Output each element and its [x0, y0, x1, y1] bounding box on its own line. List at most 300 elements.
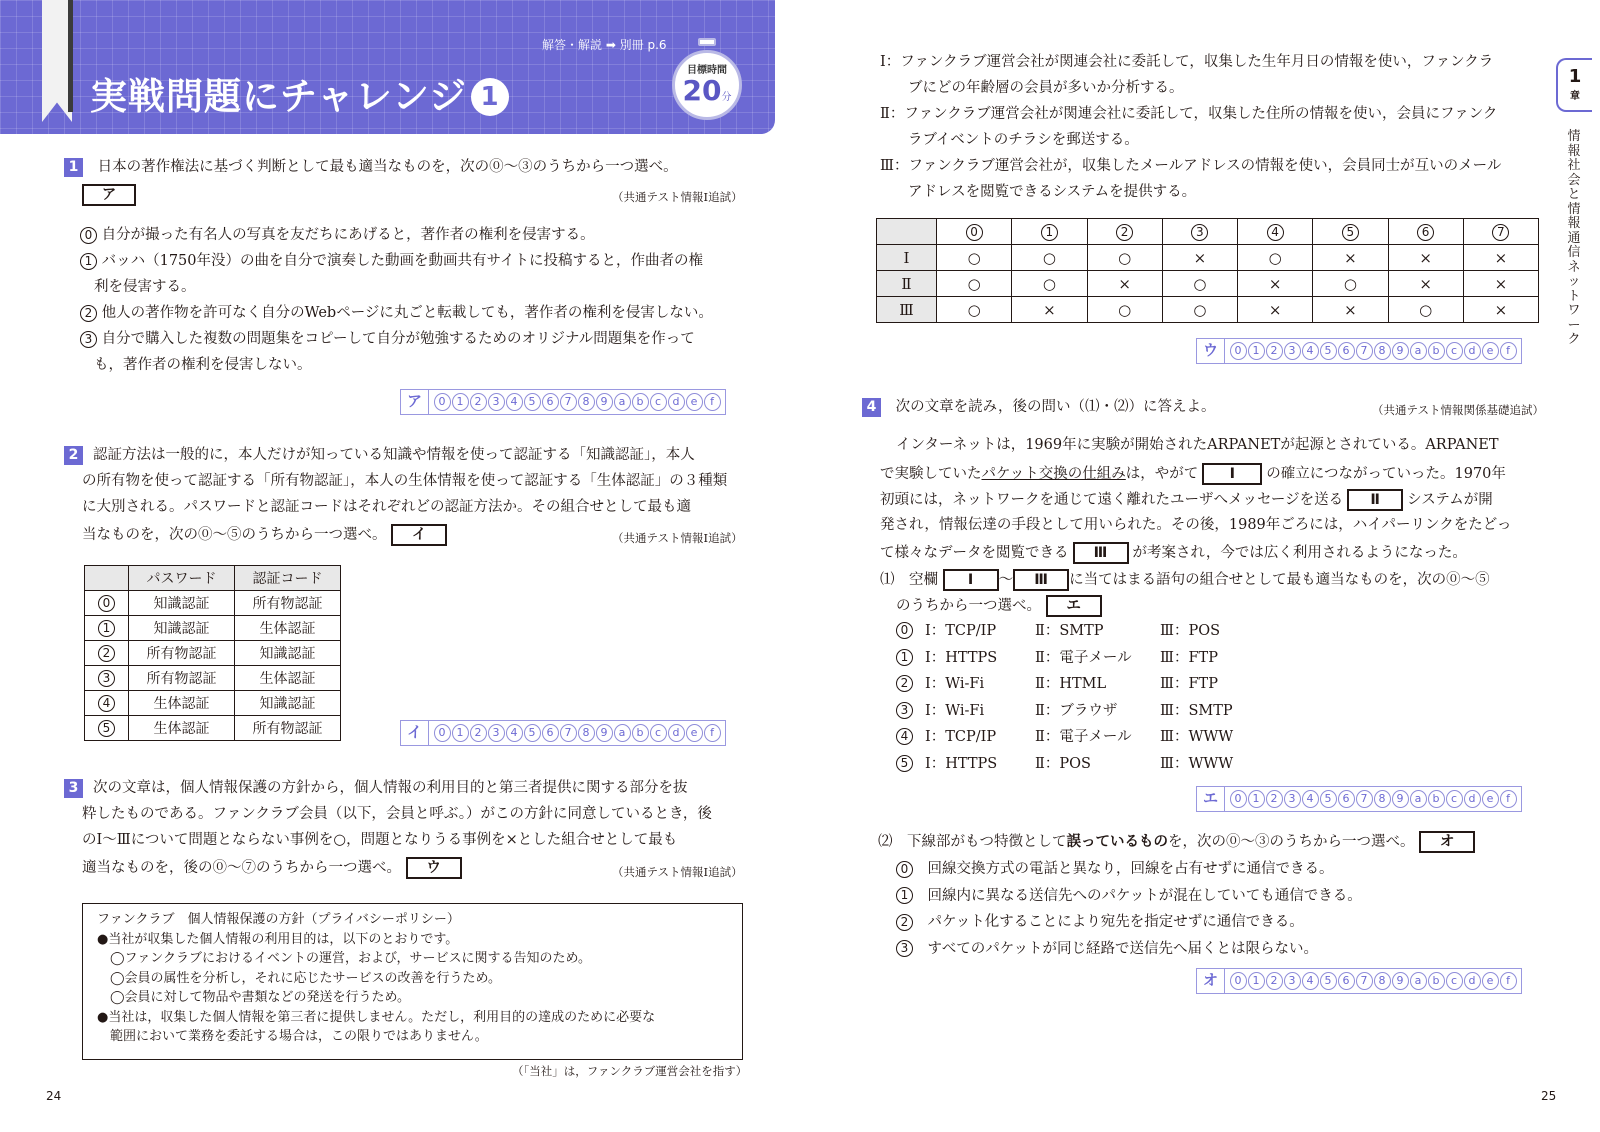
passage-line — [880, 489, 1550, 516]
answer-bubble[interactable]: 6 — [1338, 790, 1355, 808]
table-header-cell — [1162, 219, 1237, 245]
chapter-number: 1 — [1568, 66, 1582, 87]
table-cell: 知識認証 — [129, 591, 235, 616]
answer-bar-e[interactable] — [1196, 786, 1522, 812]
row-label: Ⅱ — [877, 271, 937, 297]
answer-bubble[interactable]: 7 — [560, 724, 577, 742]
answer-bubble[interactable]: 3 — [1284, 342, 1301, 360]
case-label: Ⅲ： — [880, 158, 909, 174]
table-header-cell: 認証コード — [235, 566, 341, 591]
q1-choice — [80, 252, 750, 278]
sub-question-1-cont — [880, 595, 1550, 623]
answer-bubble[interactable]: b — [1428, 342, 1445, 360]
table-cell: 知識認証 — [235, 641, 341, 666]
answer-bubble[interactable]: 2 — [1266, 342, 1283, 360]
answer-bubble[interactable]: e — [1482, 790, 1499, 808]
answer-bubble[interactable]: 1 — [1248, 790, 1265, 808]
choice-number: 0 — [98, 595, 115, 612]
passage-text: が考案され，今では広く利用されるようになった。 — [1132, 545, 1467, 561]
choice-number: 3 — [80, 331, 97, 348]
table-cell: × — [1238, 271, 1313, 297]
answer-bubble[interactable]: 2 — [470, 393, 487, 411]
emphasis-text: 誤っているもの — [1066, 833, 1168, 850]
q4-s2-choices — [896, 860, 1496, 966]
choice-text: 自分で購入した複数の問題集をコピーして自分が勉強するためのオリジナル問題集を作って — [101, 331, 695, 347]
table-cell: ○ — [1012, 271, 1087, 297]
policy-line: ファンクラブ 個人情報保護の方針（プライバシーポリシー） — [97, 912, 460, 927]
table-cell: 知識認証 — [129, 616, 235, 641]
chapter-title-char: と — [1567, 187, 1581, 202]
sub-number: ⑴ — [880, 571, 895, 588]
answer-label: エ — [1197, 787, 1225, 811]
q3-blank: ウ — [406, 857, 462, 879]
answer-bubble[interactable]: a — [1410, 790, 1427, 808]
table-row — [85, 666, 341, 691]
choice-number: 0 — [966, 224, 983, 241]
page-title — [90, 66, 509, 120]
answer-bubble[interactable]: a — [614, 393, 631, 411]
answer-bubble[interactable]: 5 — [524, 724, 541, 742]
policy-line: ●当社が収集した個人情報の利用目的は，以下のとおりです。 — [97, 931, 459, 947]
choice-i: Ⅰ：TCP/IP — [925, 623, 997, 639]
answer-bubble[interactable]: 3 — [488, 724, 505, 742]
answer-bubble[interactable]: 5 — [1320, 972, 1337, 990]
table-header-cell — [1087, 219, 1162, 245]
table-cell: 所有物認証 — [129, 666, 235, 691]
table-cell: × — [1162, 245, 1237, 271]
chapter-title-char: 情 — [1567, 129, 1581, 144]
case-text: ファンクラブ運営会社が，収集したメールアドレスの情報を使い，会員同士が互いのメール — [908, 158, 1502, 174]
table-header-cell — [1388, 219, 1463, 245]
privacy-policy-box — [82, 903, 743, 1060]
answer-bubble[interactable]: b — [632, 393, 649, 411]
answer-bubbles — [1229, 790, 1517, 808]
timer-value: 20 — [682, 74, 722, 107]
q2-number: 2 — [64, 446, 83, 465]
choice-number: 2 — [1116, 224, 1133, 241]
table-cell: × — [1238, 297, 1313, 323]
answer-bubble[interactable]: 2 — [1266, 972, 1283, 990]
table-header-cell — [1238, 219, 1313, 245]
q1-number: 1 — [64, 158, 83, 177]
answer-bubble[interactable]: f — [704, 393, 721, 411]
answer-label: イ — [401, 721, 429, 745]
choice-number: 6 — [1417, 224, 1434, 241]
choice-ii: Ⅱ：POS — [1035, 755, 1091, 772]
policy-line: ◯会員に対して物品や書類などの発送を行うため。 — [97, 990, 411, 1005]
choice-number: 2 — [896, 675, 913, 692]
passage-line: 発され，情報伝達の手段として用いられた。その後，1989年ごろには，ハイパーリンクをたどっ — [880, 516, 1512, 533]
table-cell: 所有物認証 — [129, 641, 235, 666]
s2-choice — [896, 913, 1496, 940]
table-cell: ○ — [1162, 271, 1237, 297]
choice-text: 回線内に異なる送信先へのパケットが混在していても通信できる。 — [927, 887, 1362, 904]
answer-bubble[interactable]: 9 — [1392, 790, 1409, 808]
chapter-title-vertical — [1562, 130, 1586, 348]
answer-bubble[interactable]: 1 — [1248, 342, 1265, 360]
table-cell: ○ — [1087, 297, 1162, 323]
sub-text: に当てはまる語句の組合せとして最も適当なものを，次の⓪〜⑤ — [1069, 571, 1490, 588]
choice-number: 1 — [80, 253, 97, 270]
answer-label: ア — [401, 390, 429, 414]
table-row — [85, 616, 341, 641]
q2-line: の所有物を使って認証する「所有物認証」，本人の生体情報を使って認証する「生体認証」の３種類 — [82, 473, 728, 489]
passage-line — [880, 463, 1550, 490]
s1-choice — [896, 755, 1316, 782]
answer-bubble[interactable]: e — [1482, 342, 1499, 360]
q4-passage — [880, 436, 1550, 623]
chapter-title-char: ッ — [1567, 274, 1581, 289]
q4-number: 4 — [862, 398, 881, 417]
q3-source: （共通テスト情報Ⅰ追試） — [612, 865, 743, 879]
table-cell: ○ — [937, 271, 1012, 297]
answer-bar-u[interactable] — [1196, 338, 1522, 364]
page-title-text: 実戦問題にチャレンジ — [90, 75, 468, 118]
table-header-cell: パスワード — [129, 566, 235, 591]
answer-bubble[interactable]: a — [1410, 972, 1427, 990]
answer-bubble[interactable]: 4 — [1302, 972, 1319, 990]
s1-choice — [896, 622, 1316, 649]
answer-bubble[interactable]: 4 — [1302, 342, 1319, 360]
passage-text: は，やがて — [1125, 465, 1199, 482]
case-text-cont: ラブイベントのチラシを郵送する。 — [908, 132, 1139, 148]
answer-bubble[interactable]: 6 — [1338, 342, 1355, 360]
answer-bubble[interactable]: 7 — [1356, 972, 1373, 990]
blank-e: エ — [1046, 595, 1102, 617]
q2-table — [84, 565, 341, 741]
sub-text: 〜 — [998, 571, 1014, 588]
answer-bubble[interactable]: 6 — [542, 393, 559, 411]
table-cell: 生体認証 — [129, 716, 235, 741]
answer-bubble[interactable]: b — [1428, 972, 1445, 990]
blank-1: Ⅰ — [1202, 463, 1262, 485]
page-number-right: 25 — [1541, 1089, 1557, 1103]
table-cell: ○ — [1087, 245, 1162, 271]
choice-text: バッハ（1750年没）の曲を自分で演奏した動画を動画共有サイトに投稿すると，作曲者の権 — [101, 253, 703, 269]
answer-bubble[interactable]: 2 — [470, 724, 487, 742]
policy-line: ●当社は，収集した個人情報を第三者に提供しません。ただし，利用目的の達成のために必要な — [97, 1009, 656, 1025]
q1-choice — [80, 304, 750, 330]
answer-bubble[interactable]: 2 — [1266, 790, 1283, 808]
answer-bubble[interactable]: 9 — [1392, 342, 1409, 360]
policy-line: ◯会員の属性を分析し，それに応じたサービスの改善を行うため。 — [97, 970, 502, 986]
table-cell: 所有物認証 — [235, 591, 341, 616]
target-time-badge — [672, 50, 742, 120]
answer-bubble[interactable]: 0 — [1230, 790, 1247, 808]
chapter-title-char: ワ — [1567, 303, 1581, 318]
choice-iii: Ⅲ：WWW — [1160, 729, 1234, 745]
q4-text: 次の文章を読み，後の問い（⑴・⑵）に答えよ。 — [895, 399, 1216, 415]
blank-ref: Ⅲ — [1013, 569, 1069, 591]
answer-bubble[interactable]: 0 — [1230, 342, 1247, 360]
choice-text: 自分が撮った有名人の写真を友だちにあげると，著作者の権利を侵害する。 — [101, 227, 595, 243]
answer-bubble[interactable]: 8 — [578, 393, 595, 411]
answer-bubble[interactable]: d — [1464, 342, 1481, 360]
answer-bubble[interactable]: c — [1446, 972, 1463, 990]
table-row — [85, 716, 341, 741]
sub-number: ⑵ — [878, 834, 893, 850]
underlined-text: パケット交換の仕組み — [981, 465, 1126, 482]
passage-text: で実験していた — [880, 465, 982, 482]
answer-bubble[interactable]: 0 — [434, 393, 451, 411]
choice-ii: Ⅱ：電子メール — [1035, 729, 1132, 745]
answer-bubble[interactable]: 5 — [524, 393, 541, 411]
case-text: ファンクラブ運営会社が関連会社に委託して，収集した生年月日の情報を使い，ファンクラ — [900, 54, 1494, 70]
case-text-cont: ブにどの年齢層の会員が多いか分析する。 — [908, 80, 1184, 96]
q1-choice — [80, 226, 750, 252]
table-cell: 生体認証 — [235, 616, 341, 641]
choice-number: 4 — [1267, 224, 1284, 241]
answer-bubble[interactable]: d — [1464, 790, 1481, 808]
answer-bubble[interactable]: 3 — [488, 393, 505, 411]
table-header-cell — [85, 566, 129, 591]
answer-bubble[interactable]: 4 — [506, 724, 523, 742]
blank-o: オ — [1419, 831, 1475, 853]
q1-blank: ア — [82, 184, 136, 206]
answer-bubble[interactable]: 0 — [1230, 972, 1247, 990]
choice-text: 他人の著作物を許可なく自分のWebページに丸ごと転載しても，著作者の権利を侵害しない。 — [101, 305, 713, 321]
choice-number: 2 — [80, 305, 97, 322]
answer-bubble[interactable]: 3 — [1284, 790, 1301, 808]
passage-text: の確立につながっていった。1970年 — [1266, 465, 1506, 482]
table-cell: ○ — [1238, 245, 1313, 271]
passage-line: インターネットは，1969年に実験が開始されたARPANETが起源とされている。ARPANET — [896, 437, 1499, 453]
answer-bubble[interactable]: d — [668, 393, 685, 411]
q4-heading — [862, 398, 1215, 417]
answer-bubble[interactable]: 8 — [1374, 790, 1391, 808]
table-cell: 生体認証 — [235, 666, 341, 691]
passage-text: 初頭には，ネットワークを通じて遠く離れたユーザへメッセージを送る — [880, 492, 1344, 508]
table-header — [877, 219, 1539, 245]
blank-2: Ⅱ — [1347, 489, 1403, 511]
q4-s1-choices — [896, 622, 1316, 781]
answer-bubble[interactable]: 6 — [542, 724, 559, 742]
table-cell: 知識認証 — [235, 691, 341, 716]
blank-ref: Ⅰ — [943, 569, 999, 591]
chapter-title-char: 信 — [1567, 245, 1581, 260]
answer-bubble[interactable]: 6 — [1338, 972, 1355, 990]
answer-bubble[interactable]: 7 — [1356, 790, 1373, 808]
choice-iii: Ⅲ：SMTP — [1160, 702, 1233, 719]
answer-bubble[interactable]: e — [686, 724, 703, 742]
page-number-left: 24 — [46, 1089, 62, 1103]
choice-text: すべてのパケットが同じ経路で送信先へ届くとは限らない。 — [927, 940, 1318, 957]
table-cell: ○ — [1313, 271, 1388, 297]
choice-number: 1 — [896, 887, 913, 904]
answer-bubble[interactable]: 0 — [434, 724, 451, 742]
table-cell: ○ — [1388, 297, 1463, 323]
chapter-title-char: 報 — [1567, 216, 1581, 231]
chapter-title-char: ー — [1567, 317, 1581, 333]
answer-bar-o[interactable] — [1196, 968, 1522, 994]
q1-choices — [80, 226, 750, 382]
s1-choice — [896, 728, 1316, 755]
answer-bubble[interactable]: a — [1410, 342, 1427, 360]
table-cell: × — [1388, 245, 1463, 271]
table-row — [85, 691, 341, 716]
answer-bubble[interactable]: 5 — [1320, 790, 1337, 808]
choice-number: 4 — [896, 728, 913, 745]
chapter-title-char: 通 — [1567, 230, 1581, 246]
chapter-title-char: 会 — [1567, 172, 1581, 188]
table-cell: × — [1463, 245, 1538, 271]
answer-label: オ — [1197, 969, 1225, 993]
answer-bubble[interactable]: 1 — [452, 393, 469, 411]
choice-number: 3 — [896, 702, 913, 719]
answer-bar-i[interactable] — [400, 720, 726, 746]
choice-number: 0 — [80, 227, 97, 244]
q1-choice-cont: も，著作者の権利を侵害しない。 — [94, 357, 312, 373]
answer-bubble[interactable]: 4 — [1302, 790, 1319, 808]
answer-bubble[interactable]: f — [1500, 342, 1517, 360]
answer-bubble[interactable]: 8 — [1374, 342, 1391, 360]
table-cell: ○ — [1162, 297, 1237, 323]
answer-bubble[interactable]: e — [1482, 972, 1499, 990]
table-header — [85, 566, 341, 591]
q3-line: 粋したものである。ファンクラブ会員（以下，会員と呼ぶ。）がこの方針に同意しているとき，後 — [82, 806, 712, 822]
timer-label: 目標時間 — [687, 65, 727, 76]
answer-bubble[interactable]: 9 — [596, 393, 613, 411]
q1-heading — [64, 158, 678, 177]
s2-choice — [896, 940, 1496, 967]
answer-bubbles — [433, 724, 721, 742]
answer-bubble[interactable]: d — [1464, 972, 1481, 990]
table-row — [85, 591, 341, 616]
answer-bubbles — [433, 393, 721, 411]
table-header-cell — [1012, 219, 1087, 245]
q2-source: （共通テスト情報Ⅰ追試） — [612, 531, 743, 545]
answer-bubble[interactable]: 4 — [506, 393, 523, 411]
choice-number: 5 — [896, 755, 913, 772]
table-cell: × — [1463, 271, 1538, 297]
choice-number: 0 — [896, 861, 913, 878]
q2-blank: イ — [391, 524, 447, 546]
q1-text: 日本の著作権法に基づく判断として最も適当なものを，次の⓪〜③のうちから一つ選べ。 — [97, 159, 678, 175]
choice-iii: Ⅲ：WWW — [1160, 755, 1234, 772]
q1-source: （共通テスト情報Ⅰ追試） — [612, 190, 743, 204]
choice-ii: Ⅱ：電子メール — [1035, 649, 1132, 666]
choice-ii: Ⅱ：ブラウザ — [1035, 702, 1118, 719]
q4-source: （共通テスト情報関係基礎追試） — [1372, 403, 1545, 417]
choice-number: 0 — [896, 622, 913, 639]
case-text: ファンクラブ運営会社が関連会社に委託して，収集した住所の情報を使い，会員にファンク — [904, 106, 1498, 122]
answer-bubble[interactable]: b — [1428, 790, 1445, 808]
answer-bubble[interactable]: f — [1500, 790, 1517, 808]
timer-unit: 分 — [721, 92, 732, 103]
q3-number: 3 — [64, 779, 83, 798]
q3-table — [876, 218, 1539, 323]
table-header-cell — [1463, 219, 1538, 245]
answer-bubble[interactable]: e — [686, 393, 703, 411]
answer-bubble[interactable]: 7 — [1356, 342, 1373, 360]
case-label: Ⅱ： — [880, 106, 905, 122]
answer-bubble[interactable]: 9 — [596, 724, 613, 742]
q3-line: 次の文章は，個人情報保護の方針から，個人情報の利用目的と第三者提供に関する部分を抜 — [93, 780, 688, 796]
answer-bubbles — [1229, 972, 1517, 990]
answer-bubble[interactable]: a — [614, 724, 631, 742]
s2-choice — [896, 887, 1496, 914]
choice-number: 3 — [1191, 224, 1208, 241]
case-label: Ⅰ： — [880, 54, 901, 70]
chapter-unit: 章 — [1570, 91, 1580, 102]
passage-text: システムが開 — [1407, 492, 1493, 508]
table-corner — [877, 219, 937, 245]
answer-bubble[interactable]: c — [1446, 342, 1463, 360]
answer-bubble[interactable]: c — [650, 724, 667, 742]
sub-question-1 — [880, 569, 1550, 596]
passage-text: て様々なデータを閲覧できる — [880, 545, 1069, 561]
answer-bubble[interactable]: b — [632, 724, 649, 742]
answer-bubble[interactable]: 9 — [1392, 972, 1409, 990]
q3-cases — [880, 53, 1540, 209]
answer-bubble[interactable]: 8 — [1374, 972, 1391, 990]
answer-label: ウ — [1197, 339, 1225, 363]
answer-bubble[interactable]: 3 — [1284, 972, 1301, 990]
choice-number: 5 — [1342, 224, 1359, 241]
passage-line — [880, 542, 1550, 569]
q3-line: のⅠ〜Ⅲについて問題とならない事例を○，問題となりうる事例を×とした組合せとして最も — [82, 832, 678, 848]
blank-3: Ⅲ — [1073, 542, 1129, 564]
answer-bubble[interactable]: 1 — [1248, 972, 1265, 990]
choice-number: 2 — [98, 645, 115, 662]
chapter-title-char: 社 — [1567, 158, 1581, 173]
table-row — [877, 271, 1539, 297]
answer-bubble[interactable]: 8 — [578, 724, 595, 742]
answer-bubble[interactable]: d — [668, 724, 685, 742]
chapter-title-char: ク — [1567, 332, 1581, 347]
choice-number: 3 — [896, 940, 913, 957]
table-row — [877, 297, 1539, 323]
table-cell: × — [1388, 271, 1463, 297]
chapter-title-char: 情 — [1567, 201, 1581, 217]
choice-i: Ⅰ：Wi-Fi — [925, 702, 985, 719]
answer-bubble[interactable]: c — [650, 393, 667, 411]
answer-bubble[interactable]: f — [1500, 972, 1517, 990]
answer-bar-a[interactable] — [400, 389, 726, 415]
table-row — [877, 245, 1539, 271]
policy-line: ◯ファンクラブにおけるイベントの運営，および，サービスに関する告知のため。 — [97, 951, 591, 966]
choice-number: 4 — [98, 695, 115, 712]
answer-bubble[interactable]: f — [704, 724, 721, 742]
answer-bubble[interactable]: 5 — [1320, 342, 1337, 360]
answer-bubble[interactable]: 1 — [452, 724, 469, 742]
stopwatch-icon — [698, 38, 716, 46]
table-cell: × — [1463, 297, 1538, 323]
choice-ii: Ⅱ：HTML — [1035, 676, 1107, 692]
sub-question-2 — [878, 831, 1475, 857]
chapter-title-char: ネ — [1567, 259, 1581, 275]
s2-choice — [896, 860, 1496, 887]
table-cell: × — [1313, 297, 1388, 323]
choice-iii: Ⅲ：FTP — [1160, 676, 1218, 692]
sub-text: 下線部がもつ特徴として — [907, 834, 1067, 850]
table-row — [85, 641, 341, 666]
answer-bubble[interactable]: c — [1446, 790, 1463, 808]
choice-number: 1 — [98, 620, 115, 637]
table-cell: ○ — [937, 245, 1012, 271]
ribbon-edge — [68, 0, 73, 112]
table-header-cell — [1313, 219, 1388, 245]
choice-text: パケット化することにより宛先を指定せずに通信できる。 — [927, 914, 1304, 930]
q2-line: に大別される。パスワードと認証コードはそれぞれどの認証方法か。その組合せとして最も適 — [82, 499, 691, 515]
answer-bubble[interactable]: 7 — [560, 393, 577, 411]
choice-number: 7 — [1492, 224, 1509, 241]
table-cell: ○ — [1012, 245, 1087, 271]
choice-i: Ⅰ：TCP/IP — [925, 729, 997, 745]
table-cell: × — [1012, 297, 1087, 323]
choice-number: 3 — [98, 670, 115, 687]
choice-iii: Ⅲ：FTP — [1160, 649, 1218, 666]
